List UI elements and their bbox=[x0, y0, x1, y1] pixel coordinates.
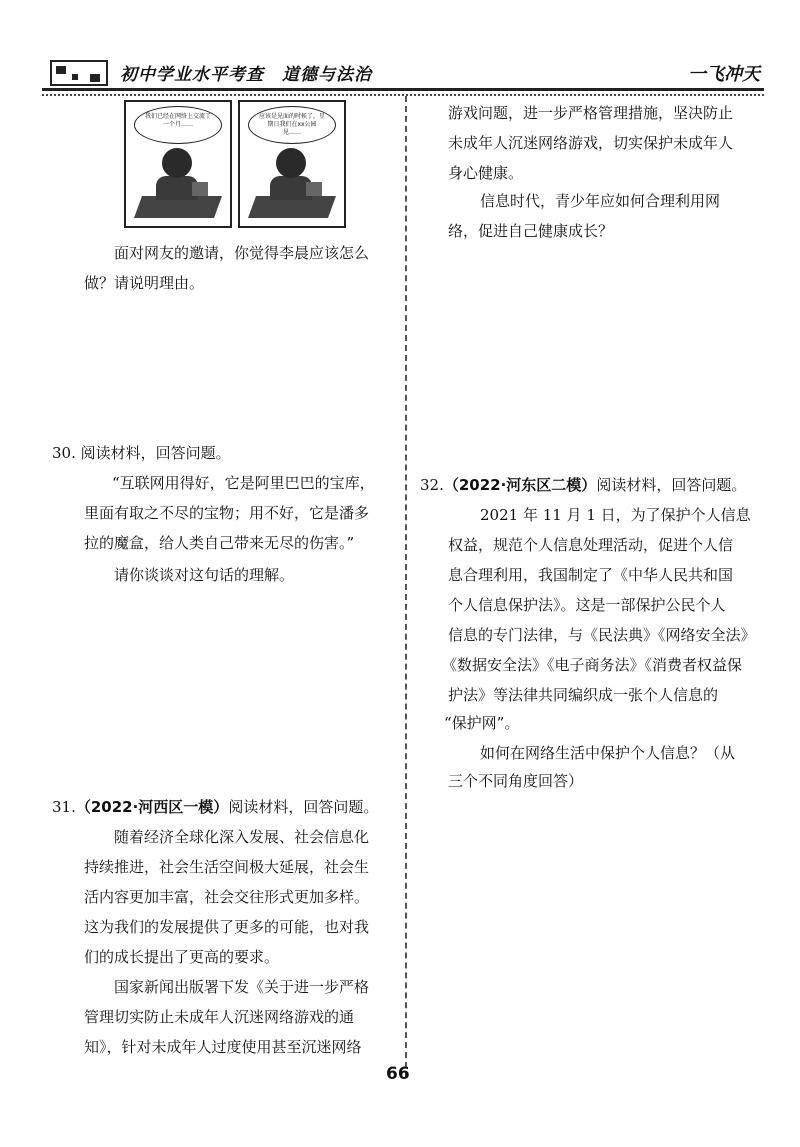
q32-instruction: 阅读材料，回答问题。 bbox=[596, 476, 747, 494]
q31-para1-line: 这为我们的发展提供了更多的可能，也对我 bbox=[84, 918, 370, 936]
q31-heading bbox=[52, 792, 378, 823]
q32-para-line: 护法》等法律共同编织成一张个人信息的 bbox=[448, 686, 719, 704]
q31-para1-line: 活内容更加丰富，社会交往形式更加多样。 bbox=[84, 888, 370, 906]
comic-panel-1 bbox=[124, 100, 232, 228]
q32-para-line: 信息的专门法律，与《民法典》《网络安全法》 bbox=[448, 626, 756, 644]
q32-para-line: 个人信息保护法》。这是一部保护公民个人 bbox=[448, 596, 726, 614]
q31-para1-line: 们的成长提出了更高的要求。 bbox=[84, 948, 280, 966]
q31-question-line: 络，促进自己健康成长？ bbox=[448, 222, 614, 240]
q32-para-line: 《数据安全法》《电子商务法》《消费者权益保 bbox=[442, 656, 743, 674]
q31-para2-line: 管理切实防止未成年人沉迷网络游戏的通 bbox=[84, 1008, 355, 1026]
person-at-computer-icon bbox=[266, 148, 326, 222]
q30-quote-line: “互联网用得好，它是阿里巴巴的宝库， bbox=[112, 474, 375, 492]
comic-panel-2 bbox=[238, 100, 346, 228]
q30-question: 请你谈谈对这句话的理解。 bbox=[114, 566, 295, 584]
q30-quote-line: 拉的魔盒，给人类自己带来无尽的伤害。” bbox=[84, 534, 355, 552]
q32-para-line: “保护网”。 bbox=[444, 714, 520, 732]
q29-question-line: 做？请说明理由。 bbox=[84, 274, 205, 292]
q32-heading bbox=[420, 470, 746, 501]
header-title: 初中学业水平考查 道德与法治 bbox=[120, 65, 372, 85]
q29-question-line: 面对网友的邀请，你觉得李晨应该怎么 bbox=[114, 244, 370, 262]
q31-cont-line: 未成年人沉迷网络游戏，切实保护未成年人 bbox=[448, 134, 734, 152]
q31-para2-line: 国家新闻出版署下发《关于进一步严格 bbox=[114, 978, 370, 996]
page-header bbox=[42, 58, 764, 90]
book-logo-icon bbox=[50, 60, 108, 86]
q31-para2-line: 知》，针对未成年人过度使用甚至沉迷网络 bbox=[84, 1038, 362, 1056]
header-rule bbox=[42, 88, 764, 91]
q30-quote-line: 里面有取之不尽的宝物；用不好，它是潘多 bbox=[84, 504, 370, 522]
page-number: 66 bbox=[386, 1064, 410, 1084]
person-at-computer-icon bbox=[152, 148, 212, 222]
q31-question-line: 信息时代，青少年应如何合理利用网 bbox=[480, 192, 721, 210]
q31-para1-line: 随着经济全球化深入发展、社会信息化 bbox=[114, 828, 370, 846]
speech-bubble-2: 应该是见面的时候了，星期日我们在xx公园见…… bbox=[248, 106, 336, 144]
q32-source: （2022·河东区二模） bbox=[443, 476, 597, 494]
q31-source: （2022·河西区一模） bbox=[75, 798, 229, 816]
q31-cont-line: 身心健康。 bbox=[448, 164, 524, 182]
header-brand: 一飞冲天 bbox=[688, 64, 760, 85]
q32-para-line: 息合理利用，我国制定了《中华人民共和国 bbox=[448, 566, 734, 584]
q32-para-line: 权益，规范个人信息处理活动，促进个人信 bbox=[448, 536, 734, 554]
column-divider bbox=[405, 96, 407, 1078]
q30-title: 30. 阅读材料，回答问题。 bbox=[52, 444, 231, 462]
q31-para1-line: 持续推进，社会生活空间极大延展，社会生 bbox=[84, 858, 370, 876]
q31-number: 31. bbox=[52, 798, 76, 816]
q32-para-line: 2021 年 11 月 1 日，为了保护个人信息 bbox=[480, 506, 751, 524]
comic-illustration bbox=[124, 100, 346, 228]
q31-cont-line: 游戏问题，进一步严格管理措施，坚决防止 bbox=[448, 104, 734, 122]
q31-instruction: 阅读材料，回答问题。 bbox=[228, 798, 379, 816]
q32-question-line: 三个不同角度回答） bbox=[448, 772, 584, 790]
header-dotted-rule bbox=[42, 94, 764, 96]
speech-bubble-1: 我们已经在网络上交流了一个月…… bbox=[134, 106, 222, 144]
q32-question-line: 如何在网络生活中保护个人信息？（从 bbox=[480, 744, 736, 762]
q32-number: 32. bbox=[420, 476, 444, 494]
